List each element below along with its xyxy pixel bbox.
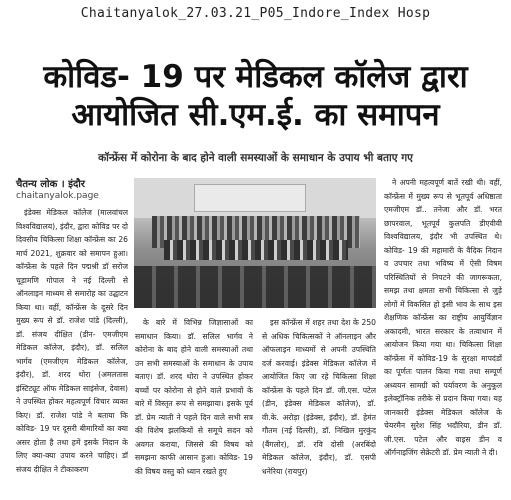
photo-seated-group (164, 240, 348, 260)
photo-chairs (134, 266, 376, 308)
source-url: chaitanyalok.page (16, 191, 99, 201)
article-column-2 (135, 316, 253, 500)
headline-line-1: कोविड- 19 पर मेडिकल कॉलेज द्वारा (43, 59, 468, 95)
byline: चैतन्य लोक । इंदौर (16, 179, 85, 190)
article-text-3: इस कॉन्फ्रेंस में शहर तथा देश के 250 से अधिक चिकित्सकों ने ऑनलाइन और ऑफलाइन माध्यमों से अपनी उपस्थिति दर्ज करवाई। इंडेक्स मेडिकल कॉलेज में आयोजित किए जा रहे चिकित्सा शिक्षा कॉन्फ्रेंस के पहले दिन डॉ. जी.एस. पटेल (डीन, इंडेक्स मेडिकल कॉलेज), डॉ. वी.के. अरोड़ा (इंडेक्स, इंदौर), डॉ. हेमंत गौतम (नई दिल्ली), डॉ. निखिल मुरकुंद (बैंगलोर), डॉ. रवि दोसी (अरबिंदो मेडिकल कॉलेज, इंदौर), डॉ. एसपी धनेरिया (रायपुर) (262, 318, 376, 476)
headline-line-2: आयोजित सी.एम.ई. का समापन (71, 97, 440, 133)
clipping-caption: Chaitanyalok_27.03.21_P05_Indore_Index Hosp (80, 6, 431, 21)
article-column-4 (384, 176, 502, 500)
article-text-2: के बारे में विभिन्न जिज्ञासाओं का समाधान किया। डॉ. सलिल भार्गव ने कोरोना के बाद होने वाली समस्याओं तथा उन सभी समस्याओं के समाधान के उपाय बताए। डॉ. शरद थोरा ने उपस्थित होकर बच्चों पर कोरोना से होने वाले प्रभावों के बारे में विस्तृत रूप से समझाया। इसके पूर्व डॉ. प्रेम न्याती ने पहले दिन वाले सभी सत्र की विशेष झलकियों से समूचे सदन को अवगत कराया, जिससे की विषय को समझना काफी आसान हुआ। कोविड- 19 की विषय वस्तु को ध्यान रखते हुए (135, 318, 253, 476)
subheadline: कॉन्फ्रेंस में कोरोना के बाद होने वाली समस्याओं के समाधान के उपाय भी बताए गए (98, 152, 413, 164)
photo-banner (194, 184, 306, 212)
article-text-4: ने अपनी महत्वपूर्ण बातें रखी थी। वहीं, कॉन्फ्रेंस में मुख्य रूप से भूतपूर्व अधिष्ठाता एमजीएम डॉ.. तनेजा और डॉ. भरत छापरवाल, भूतपूर्व कुलपति डीएवीवी विश्वविद्यालय, इंदौर भी उपस्थित थे। कोविड- 19 की महामारी के वैदिक निदान व उपचार तथा भविष्य में ऐसी विषम परिस्थितियों से निपटने की जागरूकता, समझ तथा क्षमता सभी चिकित्सा से जुड़े लोगों में विकसित हो इसी भाव के साथ इस शैक्षणिक कॉन्फ्रेंस का राष्ट्रीय आयुर्विज्ञान अकादमी, भारत सरकार के तत्वाधान में आयोजन किया गया था। चिकित्सा शिक्षा कॉन्फ्रेंस में कोविड-19 के सुरक्षा मापदंडों का पूर्णतः पालन किया गया तथा सम्पूर्ण अध्ययन सामग्री को पर्यावरण के अनुकूल इलेक्ट्रॉनिक तरीके से प्रदान किया गया। यह जानकारी इंडेक्स मेडिकल कॉलेज के चेयरमैन सुरेश सिंह भदौरिया, डीन डॉ. जी.एस. पटेल और वाइस डीन व ऑर्गनाइजिंग सेक्रेटरी डॉ. प्रेम न्याती ने दी। (384, 178, 502, 457)
article-column-3 (262, 316, 376, 500)
headline (0, 58, 511, 134)
article-column-1 (16, 206, 128, 500)
conference-group-photo (134, 178, 376, 308)
article-text-1: इंडेक्स मेडिकल कॉलेज (मालवांचल विश्वविद्यालय), इंदौर, द्वारा कोविड पर दो दिवसीय चिकित्सा शिक्षा कॉन्फ्रेंस का 26 मार्च 2021, शुक्रवार को समापन हुआ। कॉन्फ्रेंस के पहले दिन पद्मश्री डॉ सरोज चूड़ामणि गोपाल ने नई दिल्ली से ऑनलाइन माध्यम से समारोह का उद्घाटन किया था। वहीं, कॉन्फ्रेंस के दूसरे दिन मुख्य रूप से डॉ. राजेश पांडे (दिल्ली), डॉ. संजय दीक्षित (डीन- एमजीएम मेडिकल कॉलेज, इंदौर), डॉ. सलिल भार्गव (एमजीएम मेडिकल कॉलेज, इंदौर), डॉ. शरद थोरा (अमलतास इंस्टिट्यूट ऑफ मेडिकल साइंसेज, देवास) ने उपस्थित होकर महत्वपूर्ण विचार व्यक्त किए। डॉ. राजेश पांडे ने बताया कि कोविड- 19 पर दूसरी बीमारियों का क्या असर होता है तथा हमें इसके निदान के लिए क्या-क्या उपाय करने चाहिए। डॉ संजय दीक्षित ने टीकाकरण (16, 208, 128, 474)
